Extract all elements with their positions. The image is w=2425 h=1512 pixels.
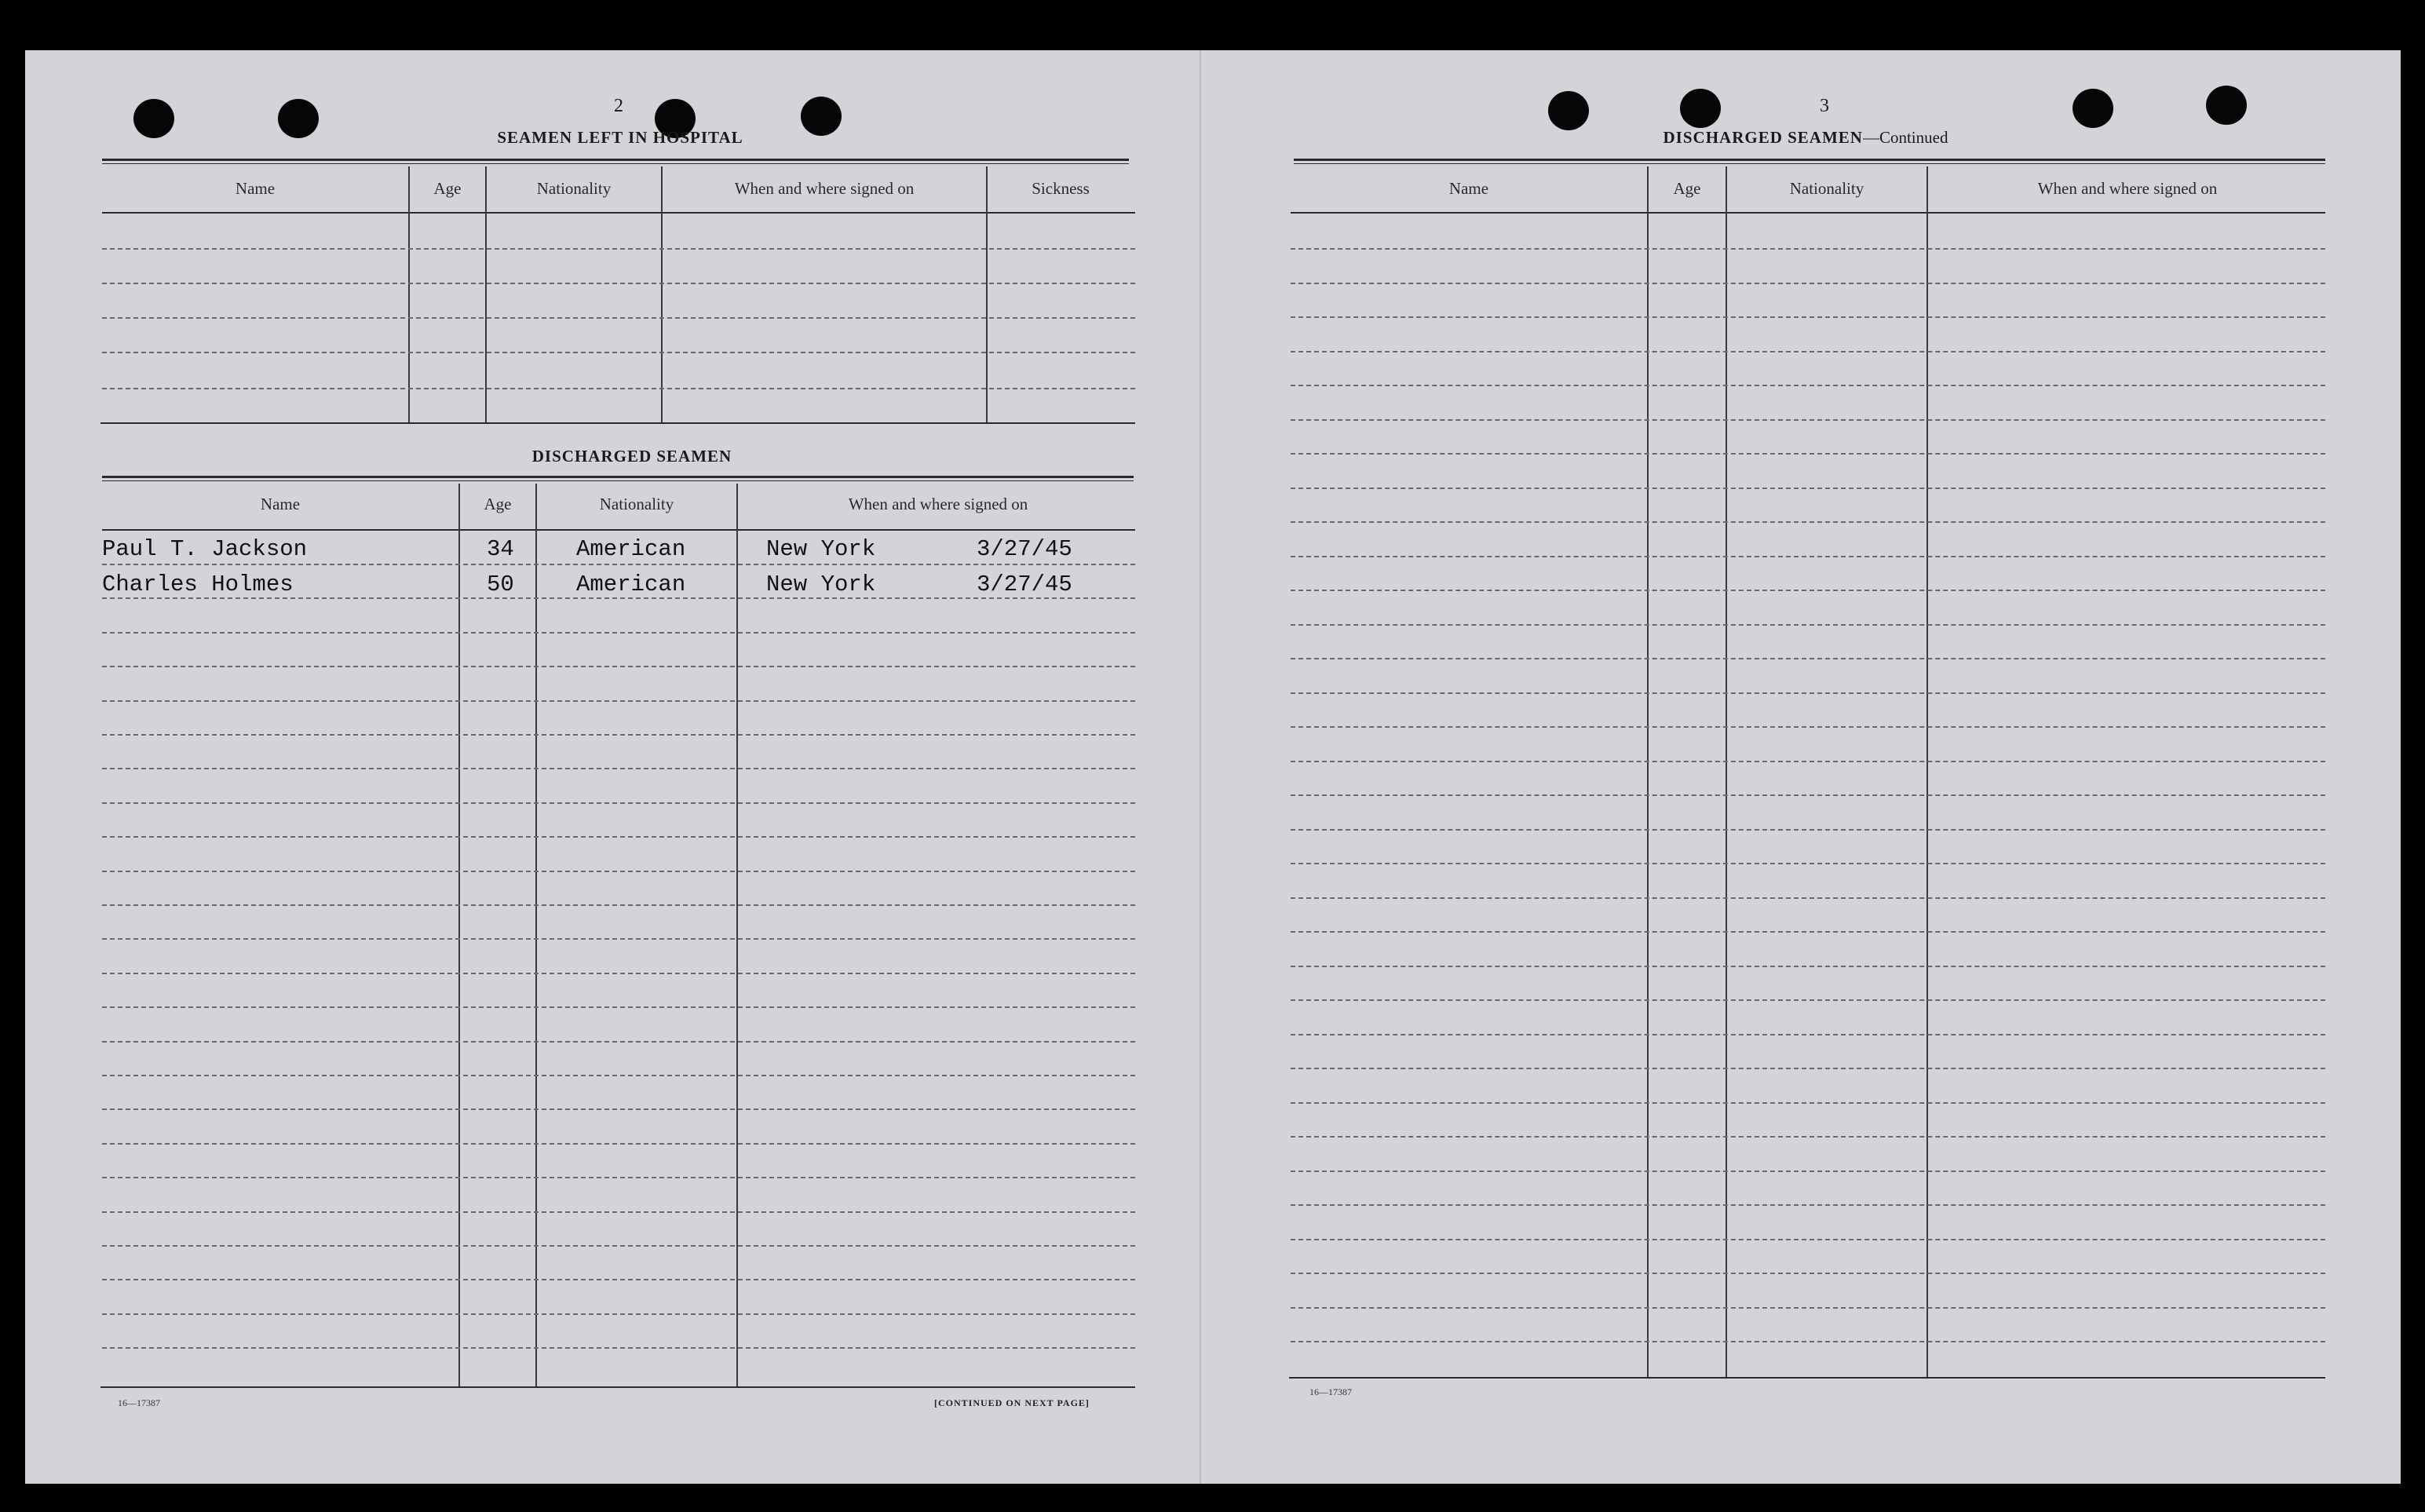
row-line [1291,488,2325,489]
row-line [102,904,1135,906]
header-rule [102,529,1135,531]
row-line [1291,556,2325,557]
column-header: Sickness [1032,179,1090,198]
column-header: When and where signed on [848,495,1028,513]
row-line [102,666,1135,667]
row-line [102,564,1135,565]
column-header: Age [433,179,462,198]
header-rule [1291,212,2325,214]
page-number: 2 [614,96,623,116]
form-code: 16—17387 [1309,1386,1352,1397]
table-top-rule [1294,159,2325,164]
row-line [102,973,1135,974]
seaman-nationality: American [576,572,686,597]
title-suffix: —Continued [1862,128,1948,147]
row-line [1291,863,2325,864]
table-bottom-rule [100,422,1135,424]
row-line [102,1075,1135,1076]
row-line [1291,590,2325,591]
right-page [1200,50,2401,1484]
row-line [1291,658,2325,659]
header-rule [102,212,1135,214]
column-header: Nationality [536,179,612,198]
row-line [1291,316,2325,318]
column-divider [458,484,460,1386]
row-line [102,938,1135,940]
column-divider [1726,166,1727,1377]
row-line [102,1041,1135,1043]
row-line [102,802,1135,804]
column-header: Name [1448,179,1489,198]
signed-on-place: New York [766,536,876,562]
table-top-rule [102,159,1129,164]
signed-on-date: 3/27/45 [977,572,1072,597]
seaman-name: Paul T. Jackson [102,536,308,562]
row-line [102,1143,1135,1145]
row-line [102,1347,1135,1349]
punch-hole [278,99,319,138]
form-code: 16—17387 [118,1397,160,1408]
row-line [102,836,1135,838]
punch-hole [2206,86,2247,125]
column-divider [408,166,410,424]
seaman-name: Charles Holmes [102,572,294,597]
column-divider [485,166,487,424]
table-bottom-rule [1289,1377,2325,1379]
row-line [1291,385,2325,386]
row-line [1291,931,2325,933]
row-line [102,1211,1135,1213]
continued-note: [CONTINUED ON NEXT PAGE] [934,1397,1090,1408]
row-line [102,388,1135,389]
column-header: When and where signed on [734,179,915,198]
row-line [1291,283,2325,284]
column-divider [986,166,988,424]
row-line [1291,966,2325,967]
row-line [102,871,1135,872]
row-line [1291,1341,2325,1342]
column-divider [1926,166,1928,1377]
table-bottom-rule [100,1386,1135,1388]
row-line [1291,692,2325,694]
row-line [102,1313,1135,1315]
row-line [1291,351,2325,352]
row-line [1291,1204,2325,1206]
row-line [102,700,1135,702]
row-line [102,1006,1135,1008]
row-line [1291,248,2325,250]
row-line [1291,419,2325,421]
column-header: Age [1673,179,1701,198]
row-line [1291,1068,2325,1069]
punch-hole [133,99,174,138]
column-header: Name [260,495,301,513]
table-top-rule [102,476,1134,481]
punch-hole [2073,89,2113,128]
row-line [1291,1034,2325,1035]
row-line [102,248,1135,250]
row-line [102,352,1135,353]
row-line [1291,624,2325,626]
seaman-age: 34 [487,536,514,562]
row-line [1291,1102,2325,1104]
row-line [102,1108,1135,1110]
column-header: Age [484,495,512,513]
row-line [102,1279,1135,1280]
row-line [1291,897,2325,899]
left-page [25,50,1203,1484]
row-line [1291,1239,2325,1240]
discharged-section-title: DISCHARGED SEAMEN [531,447,732,466]
page-fold [1200,50,1201,1484]
seaman-nationality: American [576,536,686,562]
row-line [1291,1273,2325,1274]
row-line [102,283,1135,284]
signed-on-place: New York [766,572,876,597]
column-divider [736,484,738,1386]
row-line [102,317,1135,319]
column-header: Nationality [599,495,674,513]
row-line [102,1177,1135,1178]
punch-hole [1680,89,1721,128]
column-header: Name [235,179,276,198]
row-line [102,768,1135,769]
page-number: 3 [1820,96,1829,116]
row-line [1291,726,2325,728]
row-line [102,734,1135,736]
title-main: DISCHARGED SEAMEN [1663,128,1863,147]
column-divider [535,484,537,1386]
row-line [1291,1136,2325,1138]
row-line [1291,761,2325,762]
row-line [102,1245,1135,1247]
row-line [1291,999,2325,1001]
column-header: When and where signed on [2037,179,2218,198]
row-line [1291,794,2325,796]
row-line [1291,521,2325,523]
seaman-age: 50 [487,572,514,597]
row-line [1291,829,2325,831]
row-line [102,632,1135,634]
column-divider [661,166,663,424]
hospital-section-title: SEAMEN LEFT IN HOSPITAL [497,128,743,147]
punch-hole [1548,91,1589,130]
row-line [1291,1171,2325,1172]
discharged-continued-title [1586,128,2025,148]
column-header: Nationality [1789,179,1864,198]
signed-on-date: 3/27/45 [977,536,1072,562]
row-line [1291,1307,2325,1309]
row-line [1291,453,2325,455]
row-line [102,597,1135,599]
column-divider [1647,166,1649,1377]
